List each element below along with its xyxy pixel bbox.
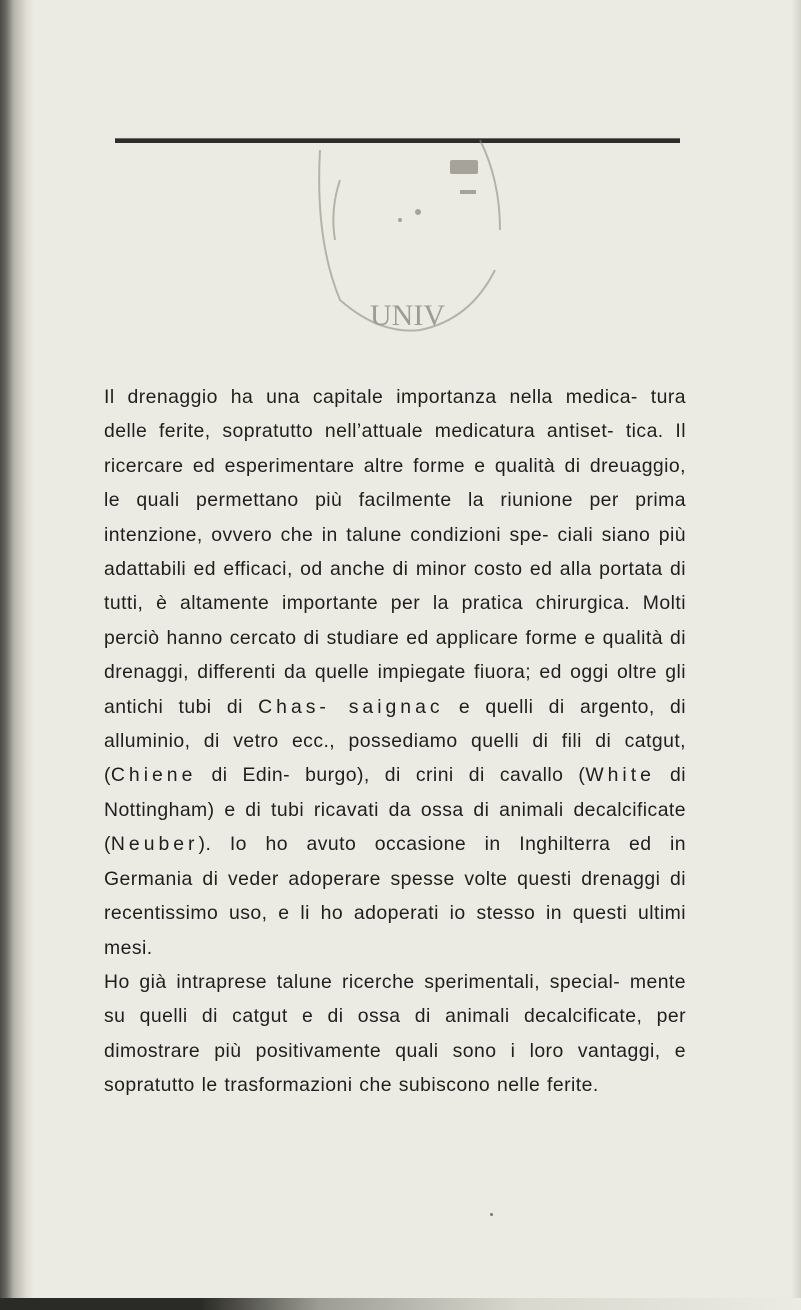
page-edge-shadow-left <box>0 0 34 1310</box>
paragraph-1-part-4: di Nottingham) e di tubi ricavati da ossa di animali decalcificate ( <box>104 764 687 856</box>
author-name-chassaignac: Chas- saignac <box>258 695 444 718</box>
page-edge-shadow-right <box>791 0 801 1310</box>
page-speck <box>490 1213 493 1216</box>
stamp-text: UNIV <box>370 299 445 332</box>
author-name-neuber: Neuber <box>110 833 199 856</box>
paragraph-1 <box>104 380 686 965</box>
author-name-chiene: Chiene <box>110 764 197 787</box>
paragraph-1-part-1: Il drenaggio ha una capitale importanza nella medica- tura delle ferite, sopratutto nell’attuale medicatura antiset- tica. Il ricercare ed esperimentare altre forme e qualità di dreuaggio, le quali permettano più facilmente la riunione per prima intenzione, ovvero che in talune condizioni spe- ciali siano più adattabili ed efficaci, od anche di minor costo ed alla portata di tutti, è altamente importante per la pratica chirurgica. Molti perciò hanno cercato di studiare ed applicare forme e qualità di drenaggi, differenti da quelle impiegate fiuora; ed oggi oltre gli antichi tubi di <box>104 386 686 718</box>
body-text <box>104 380 686 1103</box>
paragraph-1-part-3: di Edin- burgo), di crini di cavallo ( <box>211 764 586 787</box>
author-name-white: White <box>585 764 655 787</box>
paragraph-2: Ho già intraprese talune ricerche sperimentali, special- mente su quelli di catgut e di ossa di animali decalcificate, per dimostrare più positivamente quali sono i loro vantaggi, e sopratutto le trasformazioni che subiscono nelle ferite. <box>104 970 686 1097</box>
paragraph-1-part-2: e quelli di argento, di alluminio, di vetro ecc., possediamo quelli di fili di catgut, ( <box>104 695 686 787</box>
library-stamp <box>300 120 520 350</box>
page-bottom-edge <box>0 1298 801 1310</box>
paragraph-1-part-5: ). Io ho avuto occasione in Inghilterra ed in Germania di veder adoperare spesse volte questi drenaggi di recentissimo uso, e li ho adoperati io stesso in questi ultimi mesi. <box>104 833 686 959</box>
